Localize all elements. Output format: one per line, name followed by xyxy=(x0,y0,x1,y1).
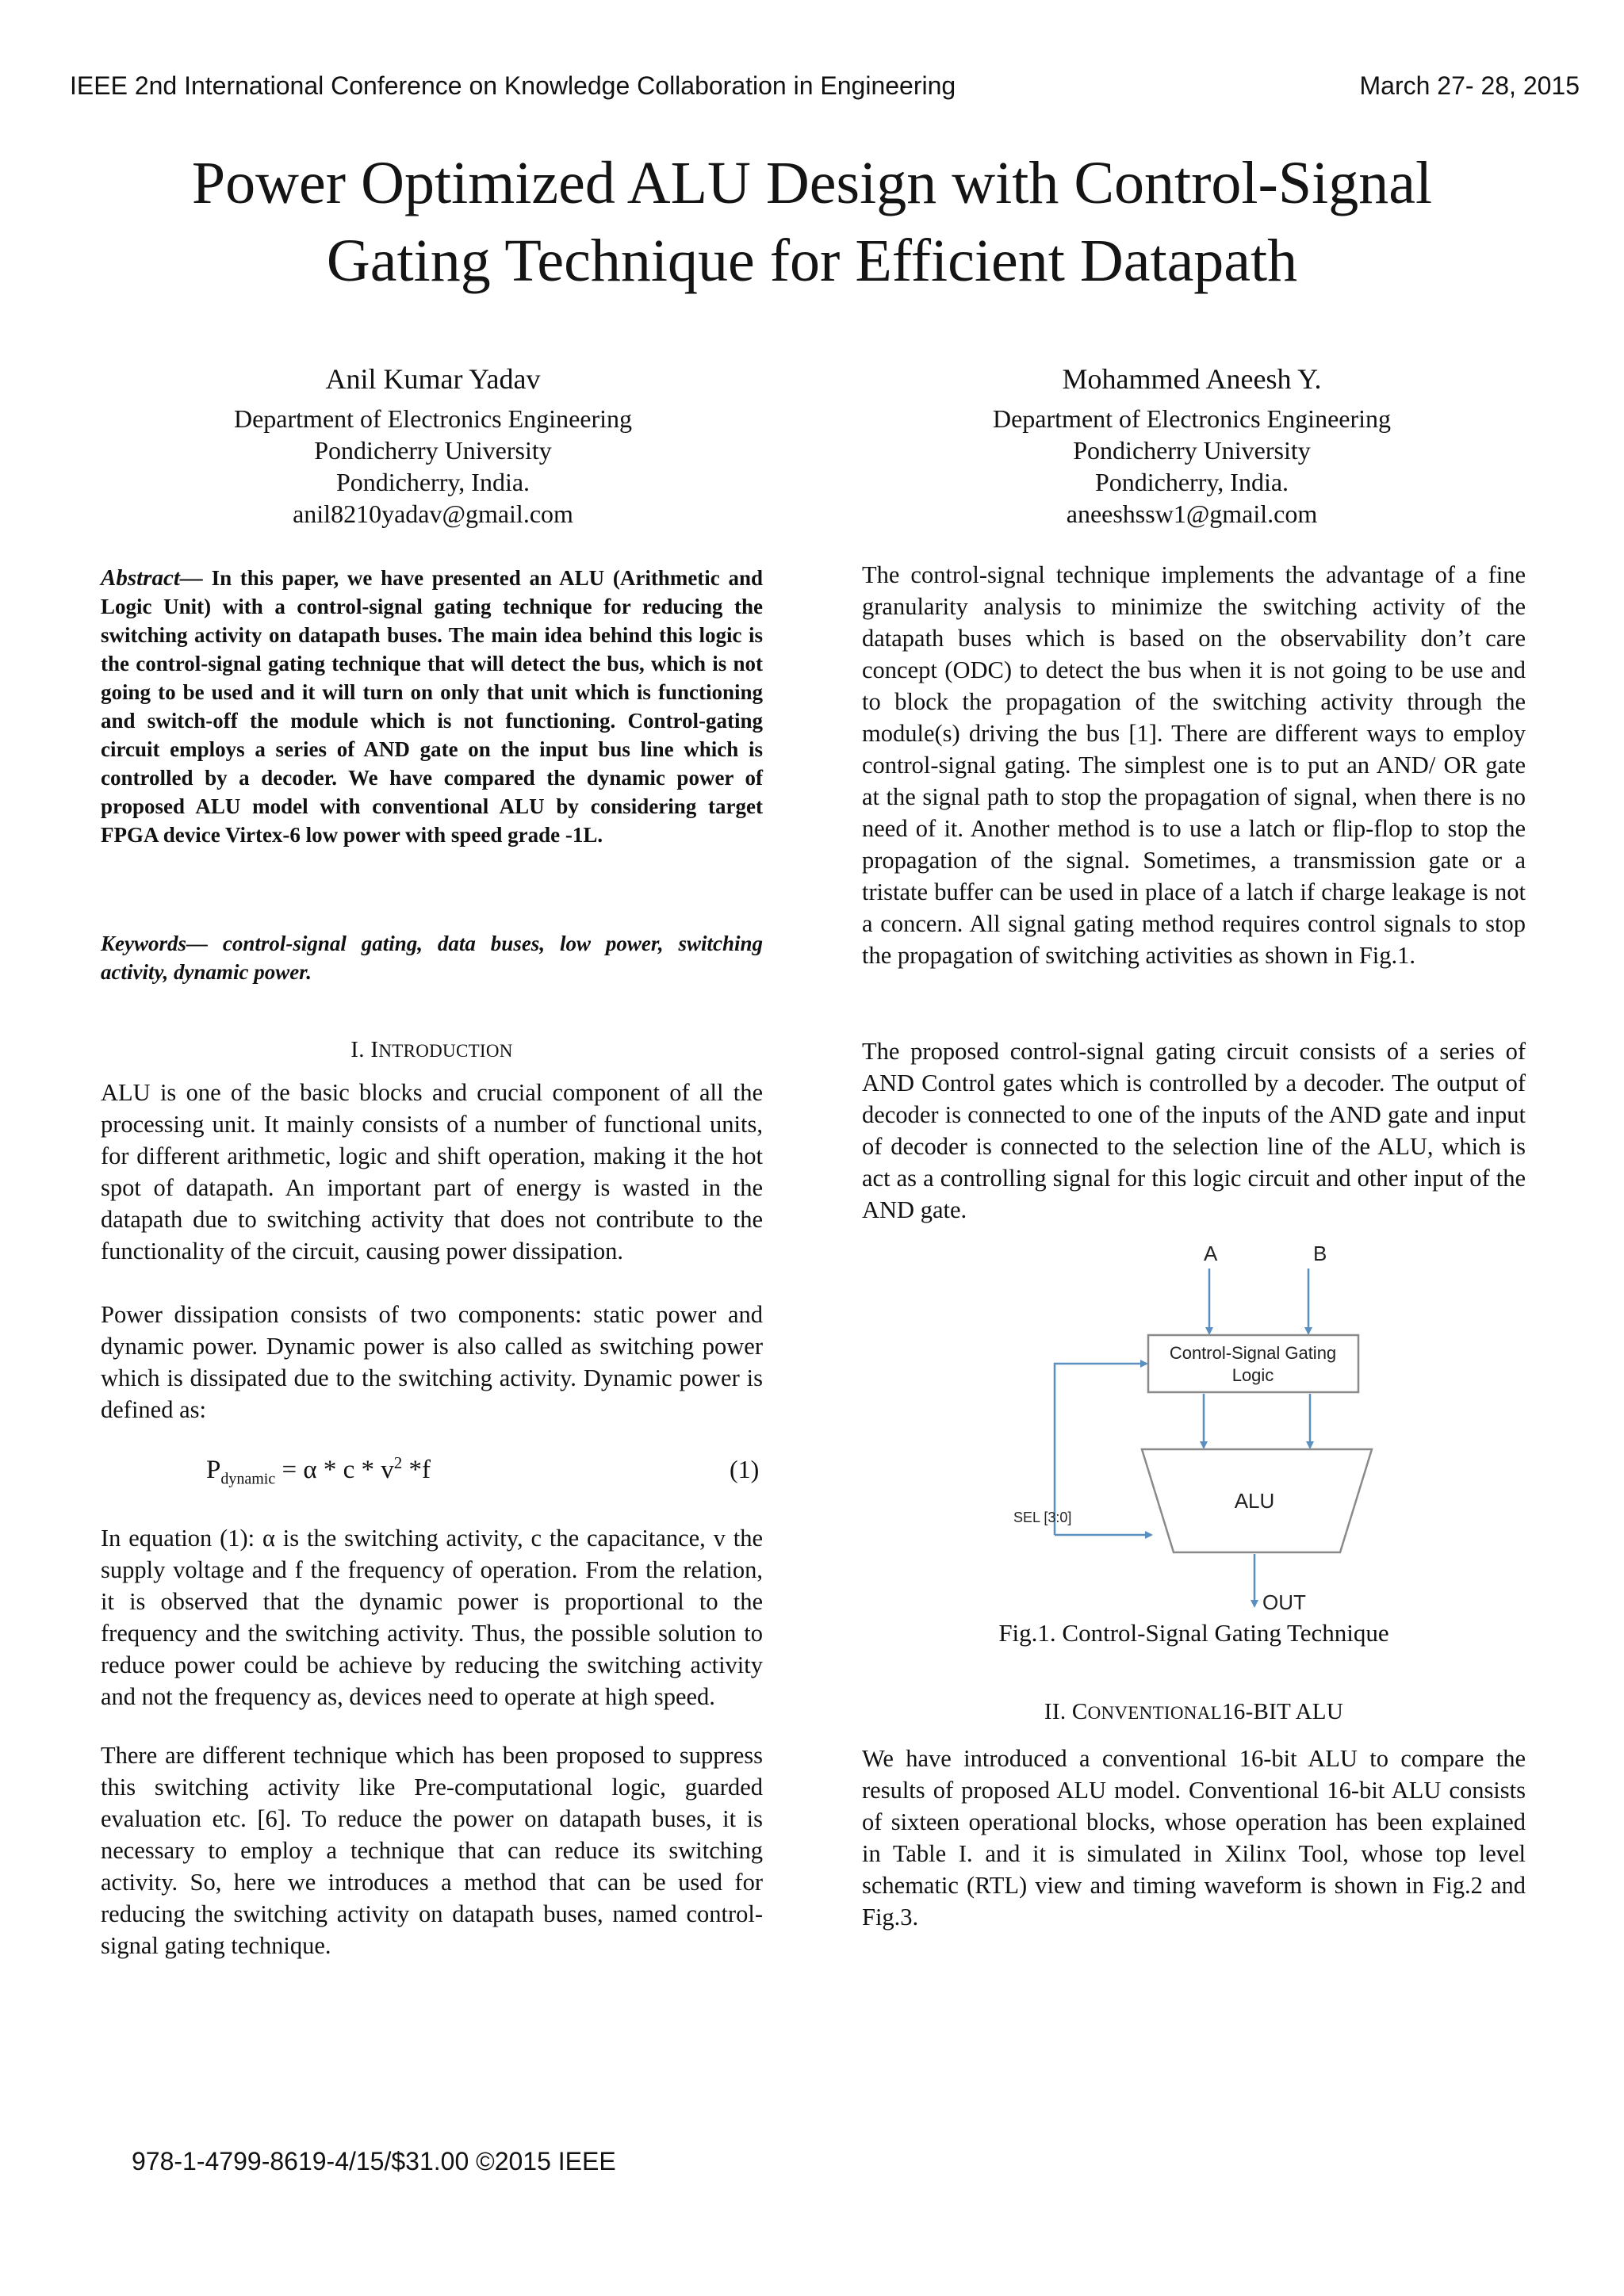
author-location: Pondicherry, India. xyxy=(335,468,530,496)
right-paragraph-1: The control-signal technique implements the advantage of a fine granularity analysis to minimize the switching activity of the datapath buses which is based on the observability don’t care concept (ODC) to detect the bus when it is not going to be use and to block the propagation of the switching activity through the module(s) driving the bus [1]. There are different ways to employ control-signal gating. The simplest one is to put an AND/ OR gate at the signal path to stop the propagation of signal, when there is no need of it. Another method is to use a latch or flip-flop to stop the propagation of the signal. Sometimes, a transmission gate or a tristate buffer can be used in place of a latch if charge leakage is not a concern. All signal gating method requires control signals to stop the propagation of switching activities as shown in Fig.1. xyxy=(862,561,1526,969)
paper-title xyxy=(0,144,1624,300)
sel-label: SEL [3:0] xyxy=(1013,1510,1072,1525)
section-title-rest: NTRODUCTION xyxy=(378,1041,513,1061)
author-university: Pondicherry University xyxy=(314,436,552,465)
input-b-label: B xyxy=(1313,1242,1327,1265)
copyright-footer: 978-1-4799-8619-4/15/$31.00 ©2015 IEEE xyxy=(132,2147,616,2175)
eq-superscript: 2 xyxy=(393,1453,403,1472)
author-email: aneeshssw1@gmail.com xyxy=(1066,499,1318,528)
author-university: Pondicherry University xyxy=(1073,436,1311,465)
section-title-tail: 16-BIT ALU xyxy=(1221,1699,1344,1724)
intro-paragraph-1: ALU is one of the basic blocks and crucial component of all the processing unit. It mainly consists of a number of functional units, for different arithmetic, logic and shift operation, making it the hot spot of datapath. An important part of energy is wasted in the datapath due to switching activity that does not contribute to the functionality of the circuit, causing power dissipation. xyxy=(101,1079,763,1265)
author-name: Mohammed Aneesh Y. xyxy=(1062,363,1322,395)
gating-logic-label-line-2: Logic xyxy=(1231,1365,1274,1385)
intro-paragraph-3: In equation (1): α is the switching activity, c the capacitance, v the supply voltage and f the frequency of operation. From the relation, it is observed that the dynamic power is proportional to the frequency and the switching activity. Thus, the possible solution to reduce power could be achieve by reducing the switching activity and not the frequency as, devices need to operate at high speed. xyxy=(101,1525,763,1710)
right-paragraph-2: The proposed control-signal gating circuit consists of a series of AND Control gates which is controlled by a decoder. The output of decoder is connected to one of the inputs of the AND gate and input of decoder is connected to the selection line of the ALU, which is act as a controlling signal for this logic circuit and other input of the AND gate. xyxy=(862,1038,1526,1223)
author-name: Anil Kumar Yadav xyxy=(325,363,541,395)
keywords: Keywords— control-signal gating, data buses, low power, switching activity, dynamic power. xyxy=(101,932,763,984)
conventional-alu-paragraph: We have introduced a conventional 16-bit ALU to compare the results of proposed ALU model. Conventional 16-bit ALU consists of sixteen operational blocks, whose operation has been explained in Table I. and it is simulated in Xilinx Tool, whose top level schematic (RTL) view and timing waveform is shown in Fig.2 and Fig.3. xyxy=(862,1745,1526,1931)
eq-p: P xyxy=(206,1456,221,1484)
author-block-1 xyxy=(155,363,710,530)
section-number: II. xyxy=(1044,1699,1072,1724)
title-line-2: Gating Technique for Efficient Datapath xyxy=(326,228,1298,294)
author-department: Department of Electronics Engineering xyxy=(992,404,1392,433)
section-heading-conventional-alu xyxy=(862,1699,1526,1725)
output-label: OUT xyxy=(1262,1590,1306,1614)
equation-number: (1) xyxy=(730,1455,760,1483)
abstract-label: Abstract— xyxy=(101,565,203,591)
intro-paragraph-4: There are different technique which has been proposed to suppress this switching activity like Pre-computational logic, guarded evaluation etc. [6]. To reduce the power on datapath buses, it is necessary to employ a technique that can reduce its switching activity. So, here we introduces a method that can be used for reducing the switching activity on datapath buses, named control-signal gating technique. xyxy=(101,1742,763,1959)
eq-subscript: dynamic xyxy=(220,1470,276,1488)
running-header-date: March 27- 28, 2015 xyxy=(1359,71,1580,100)
title-line-1: Power Optimized ALU Design with Control-Signal xyxy=(191,150,1433,216)
equation-dynamic-power xyxy=(206,1453,431,1489)
author-block-2 xyxy=(914,363,1469,530)
author-email: anil8210yadav@gmail.com xyxy=(293,499,573,528)
eq-mid: = α * c * v xyxy=(275,1456,394,1484)
author-department: Department of Electronics Engineering xyxy=(233,404,633,433)
input-a-label: A xyxy=(1204,1242,1218,1265)
eq-end: *f xyxy=(402,1456,431,1484)
abstract-text: In this paper, we have presented an ALU (Arithmetic and Logic Unit) with a control-signal gating technique for reducing the switching activity on datapath buses. The main idea behind this logic is the control-signal gating technique that will detect the bus, which is not going to be used and it will turn on only that unit which is functioning and switch-off the module which is not functioning. Control-gating circuit employs a series of AND gate on the input bus line which is controlled by a decoder. We have compared the dynamic power of proposed ALU model with conventional ALU by considering target FPGA device Virtex-6 low power with speed grade -1L. xyxy=(101,566,763,847)
running-header-conference: IEEE 2nd International Conference on Knowledge Collaboration in Engineering xyxy=(70,71,956,100)
author-location: Pondicherry, India. xyxy=(1094,468,1289,496)
figure-1-diagram xyxy=(999,1237,1411,1617)
section-title-rest: ONVENTIONAL xyxy=(1087,1703,1222,1723)
section-number: I. xyxy=(350,1037,371,1062)
alu-label: ALU xyxy=(1234,1489,1275,1513)
section-initial: C xyxy=(1071,1699,1088,1724)
gating-logic-label-line-1: Control-Signal Gating xyxy=(1169,1343,1337,1363)
intro-paragraph-2: Power dissipation consists of two components: static power and dynamic power. Dynamic power is also called as switching power which is dissipated due to the switching activity. Dynamic power is defined as: xyxy=(101,1301,763,1423)
figure-1-caption: Fig.1. Control-Signal Gating Technique xyxy=(998,1619,1389,1647)
abstract xyxy=(101,564,763,849)
section-heading-introduction xyxy=(101,1037,763,1063)
section-initial: I xyxy=(370,1037,379,1062)
